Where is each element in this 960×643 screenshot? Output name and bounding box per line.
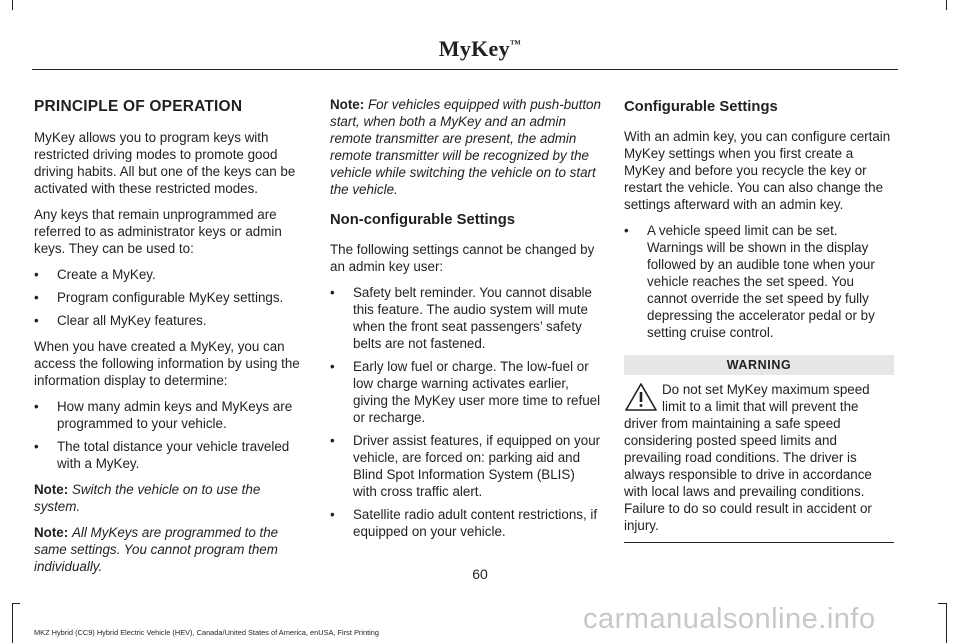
paragraph: The following settings cannot be changed by an admin key user:	[330, 242, 595, 274]
paragraph: When you have created a MyKey, you can access the following information by using the information display to determine:	[34, 339, 300, 388]
list-item	[624, 222, 894, 341]
paragraph: Any keys that remain unprogrammed are referred to as administrator keys or admin keys. They can be used to:	[34, 207, 282, 256]
warning-banner: WARNING	[624, 355, 894, 375]
warning-box	[624, 381, 894, 534]
note	[34, 481, 302, 515]
crop-mark	[938, 603, 947, 604]
list-item-text: The total distance your vehicle traveled with a MyKey.	[57, 439, 290, 471]
list-item-text: Satellite radio adult content restrictions, if equipped on your vehicle.	[353, 507, 598, 539]
note-text: For vehicles equipped with push-button start, when both a MyKey and an admin remote transmitter are present, the admin remote transmitter will be recognized by the vehicle while switching the vehicle on to start the vehicle.	[330, 97, 601, 197]
bullet-icon: •	[34, 399, 39, 414]
section-heading-principle: PRINCIPLE OF OPERATION	[34, 98, 243, 115]
bullet-icon: •	[34, 290, 39, 305]
bullet-icon: •	[624, 223, 629, 238]
note-text: All MyKeys are programmed to the same settings. You cannot program them individually.	[34, 525, 279, 574]
paragraph: MyKey allows you to program keys with restricted driving modes to promote good driving habits. All but one of the keys can be activated with these restricted modes.	[34, 130, 296, 196]
bullet-list	[330, 284, 602, 540]
list-item-text: Driver assist features, if equipped on your vehicle, are forced on: parking aid and Blind Spot Information System (BLIS) with cross traffic alert.	[353, 433, 601, 499]
list-item	[34, 289, 302, 306]
bullet-list	[34, 398, 302, 472]
bullet-icon: •	[330, 433, 335, 448]
column-2	[330, 96, 602, 549]
note-label: Note:	[34, 525, 69, 540]
list-item	[34, 312, 302, 329]
bullet-icon: •	[330, 359, 335, 374]
header-rule	[32, 69, 898, 70]
column-1	[34, 96, 302, 584]
crop-mark	[12, 603, 13, 643]
bullet-icon: •	[34, 267, 39, 282]
crop-mark	[946, 0, 947, 10]
paragraph: With an admin key, you can configure certain MyKey settings when you first create a MyKey and before you recycle the key or restart the vehicle. You can also change the settings afterward with an admin key.	[624, 129, 891, 212]
bullet-list	[624, 222, 894, 341]
list-item-text: A vehicle speed limit can be set. Warnings will be shown in the display followed by an audible tone when your vehicle reaches the set speed. You cannot override the set speed by fully depressing the accelerator pedal or by setting cruise control.	[647, 223, 875, 340]
header-title-text: MyKey	[438, 36, 510, 61]
warning-text: Do not set MyKey maximum speed limit to a limit that will prevent the driver from maintaining a safe speed considering posted speed limits and prevailing road conditions. The driver is always responsible to drive in accordance with local laws and prevailing conditions. Failure to do so could result in accident or injury.	[624, 382, 872, 533]
crop-mark	[12, 0, 13, 10]
note-label: Note:	[34, 482, 69, 497]
note-text: Switch the vehicle on to use the system.	[34, 482, 261, 514]
list-item-text: How many admin keys and MyKeys are programmed to your vehicle.	[57, 399, 293, 431]
list-item	[330, 432, 602, 500]
page-number: 60	[472, 566, 488, 582]
list-item	[34, 266, 302, 283]
list-item	[330, 506, 602, 540]
list-item	[34, 438, 302, 472]
note-label: Note:	[330, 97, 365, 112]
list-item-text: Create a MyKey.	[57, 267, 156, 282]
watermark-logo: carmanualsonline.info	[583, 603, 876, 635]
bullet-icon: •	[34, 313, 39, 328]
list-item-text: Early low fuel or charge. The low-fuel or low charge warning activates earlier, giving the MyKey user more time to refuel or recharge.	[353, 359, 601, 425]
section-heading-configurable: Configurable Settings	[624, 99, 778, 115]
bullet-icon: •	[330, 507, 335, 522]
note	[330, 96, 602, 198]
list-item	[34, 398, 302, 432]
bullet-icon: •	[34, 439, 39, 454]
trademark-symbol: ™	[509, 38, 522, 51]
bullet-list	[34, 266, 302, 329]
crop-mark	[12, 603, 20, 604]
list-item-text: Safety belt reminder. You cannot disable this feature. The audio system will mute when the front seat passengers’ safety belts are not fastened.	[353, 285, 592, 351]
bullet-icon: •	[330, 285, 335, 300]
list-item	[330, 284, 602, 352]
warning-triangle-icon	[624, 382, 658, 412]
footer-text: MKZ Hybrid (CC9) Hybrid Electric Vehicle (HEV), Canada/United States of America, enUSA, First Printing	[34, 628, 380, 637]
warning-rule	[624, 542, 894, 543]
crop-mark	[946, 603, 947, 643]
list-item-text: Program configurable MyKey settings.	[57, 290, 284, 305]
section-heading-non-configurable: Non-configurable Settings	[330, 212, 515, 228]
page-header-title	[0, 36, 960, 62]
column-3	[624, 96, 894, 543]
list-item	[330, 358, 602, 426]
list-item-text: Clear all MyKey features.	[57, 313, 207, 328]
